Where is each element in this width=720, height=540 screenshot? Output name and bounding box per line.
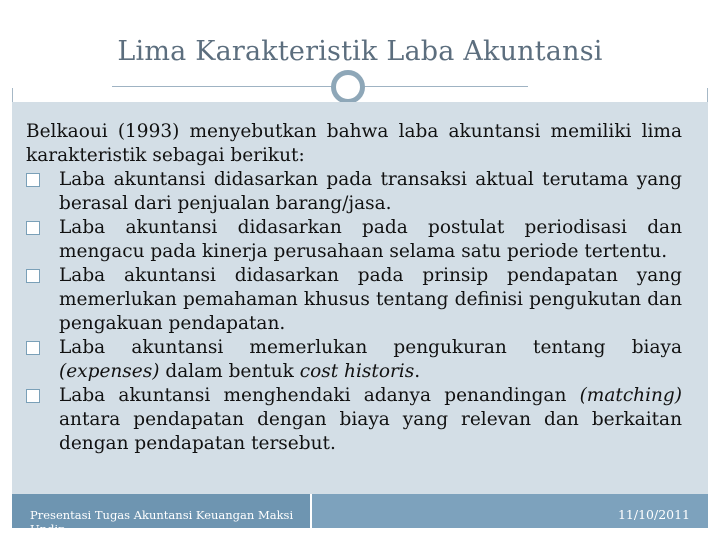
ring-ornament-icon bbox=[331, 70, 365, 104]
slide-title: Lima Karakteristik Laba Akuntansi bbox=[117, 36, 603, 67]
list-item-text-pre: Laba akuntansi menghendaki adanya penandingan bbox=[59, 385, 580, 406]
intro-paragraph: Belkaoui (1993) menyebutkan bahwa laba akuntansi memiliki lima karakteristik sebagai berikut: bbox=[26, 121, 682, 166]
footer-caption: Presentasi Tugas Akuntansi Keuangan Maksi Undip bbox=[30, 508, 294, 536]
square-bullet-icon bbox=[26, 221, 40, 235]
list-item bbox=[26, 336, 682, 384]
list-item-text-post: . bbox=[414, 361, 421, 382]
list-item-term: (expenses) bbox=[59, 361, 160, 382]
square-bullet-icon bbox=[26, 389, 40, 403]
list-item-term: cost historis bbox=[299, 361, 415, 382]
title-divider bbox=[112, 86, 528, 87]
list-item bbox=[26, 168, 682, 216]
footer-date: 11/10/2011 bbox=[617, 507, 690, 522]
square-bullet-icon bbox=[26, 341, 40, 355]
list-item-text: Laba akuntansi didasarkan pada postulat periodisasi dan mengacu pada kinerja perusahaan selama satu periode tertentu. bbox=[59, 217, 682, 262]
content-panel bbox=[12, 102, 708, 494]
list-item-term: (matching) bbox=[579, 385, 682, 406]
list-item-text: Laba akuntansi didasarkan pada prinsip pendapatan yang memerlukan pemahaman khusus tentang definisi pengukutan dan pengakuan pendapatan. bbox=[59, 265, 682, 334]
footer-bar bbox=[12, 494, 708, 536]
footer-left-block bbox=[12, 494, 312, 536]
list-item-text-pre: Laba akuntansi memerlukan pengukuran tentang biaya bbox=[59, 337, 682, 358]
list-item bbox=[26, 384, 682, 456]
square-bullet-icon bbox=[26, 269, 40, 283]
square-bullet-icon bbox=[26, 173, 40, 187]
list-item bbox=[26, 216, 682, 264]
list-item-text: Laba akuntansi didasarkan pada transaksi aktual terutama yang berasal dari penjualan barang/jasa. bbox=[59, 169, 682, 214]
list-item-text-post: antara pendapatan dengan biaya yang relevan dan berkaitan dengan pendapatan tersebut. bbox=[59, 409, 682, 454]
list-item-text-mid: dalam bentuk bbox=[159, 361, 300, 382]
list-item bbox=[26, 264, 682, 336]
